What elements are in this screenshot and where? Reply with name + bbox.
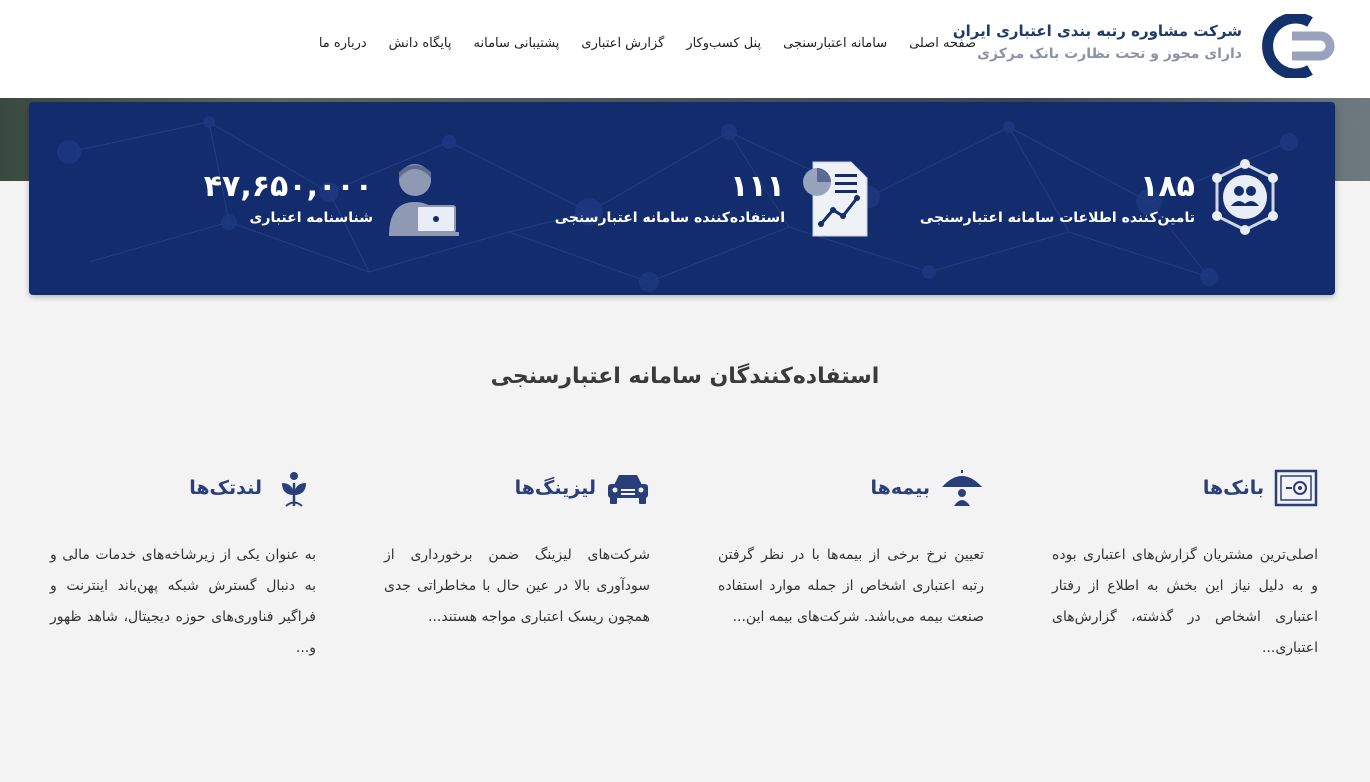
card-insurance[interactable] [718, 468, 984, 664]
stat-label: تامین‌کننده اطلاعات سامانه اعتبارسنجی [919, 210, 1195, 226]
card-text: شرکت‌های لیزینگ ضمن برخورداری از سودآوری بالا در عین حال با مخاطراتی جدی همچون ریسک اعتباری مواجه هستند... [384, 547, 650, 625]
nav-credit-system[interactable]: سامانه اعتبارسنجی [783, 36, 888, 51]
card-text: تعیین نرخ برخی از بیمه‌ها با در نظر گرفتن رتبه اعتباری اشخاص از جمله موارد استفاده صنعت بیمه می‌باشد. شرکت‌های بیمه این... [718, 547, 984, 625]
stat-number: ۱۱۱ [730, 169, 785, 204]
stat-users [555, 158, 875, 238]
stat-credit-profiles [204, 158, 463, 238]
nav-business-panel[interactable]: پنل کسب‌وکار [686, 36, 762, 51]
sprout-icon [272, 469, 316, 507]
card-leasing[interactable] [384, 468, 650, 664]
nav-credit-report[interactable]: گزارش اعتباری [581, 36, 665, 51]
nav-home[interactable]: صفحه اصلی [909, 36, 976, 51]
card-text: اصلی‌ترین مشتریان گزارش‌های اعتباری بوده و به دلیل نیاز این بخش به اطلاع از رفتار اعتباری اشخاص در گذشته، گزارش‌های اعتباری... [1052, 547, 1318, 656]
card-title: بیمه‌ها [870, 477, 930, 499]
site-header [0, 0, 1370, 98]
report-chart-icon [795, 158, 875, 238]
card-text: به عنوان یکی از زیرشاخه‌های خدمات مالی و به دنبال گسترش شبکه پهن‌باند اینترنت و فراگیر فناوری‌های حوزه دیجیتال، شاهد ظهور و... [50, 547, 316, 656]
umbrella-icon [940, 469, 984, 507]
card-title: لندتک‌ها [189, 477, 262, 499]
user-categories [50, 468, 1318, 664]
nav-about[interactable]: درباره ما [318, 36, 367, 51]
main-nav [319, 36, 976, 51]
stat-data-providers [920, 158, 1285, 238]
stat-label: شناسنامه اعتباری [249, 210, 373, 226]
network-people-icon [1205, 158, 1285, 238]
bank-safe-icon [1274, 469, 1318, 507]
card-title: بانک‌ها [1202, 477, 1264, 499]
section-title: استفاده‌کنندگان سامانه اعتبارسنجی [490, 364, 880, 389]
card-title: لیزینگ‌ها [514, 477, 596, 499]
brand-title: شرکت مشاوره رتبه بندی اعتباری ایران [952, 22, 1242, 40]
stats-panel [29, 102, 1335, 295]
nav-knowledge-base[interactable]: پایگاه دانش [388, 36, 452, 51]
company-logo-icon[interactable] [1252, 14, 1336, 78]
stat-label: استفاده‌کننده سامانه اعتبارسنجی [554, 210, 785, 226]
nav-support[interactable]: پشتیبانی سامانه [473, 36, 560, 51]
card-banks[interactable] [1052, 468, 1318, 664]
stat-number: ۴۷,۶۵۰,۰۰۰ [203, 169, 373, 204]
user-laptop-icon [383, 158, 463, 238]
car-icon [606, 469, 650, 507]
brand-block [953, 22, 1242, 62]
brand-subtitle: دارای مجوز و تحت نظارت بانک مرکزی [977, 46, 1242, 62]
card-lendtech[interactable] [50, 468, 316, 664]
stat-number: ۱۸۵ [1140, 169, 1195, 204]
